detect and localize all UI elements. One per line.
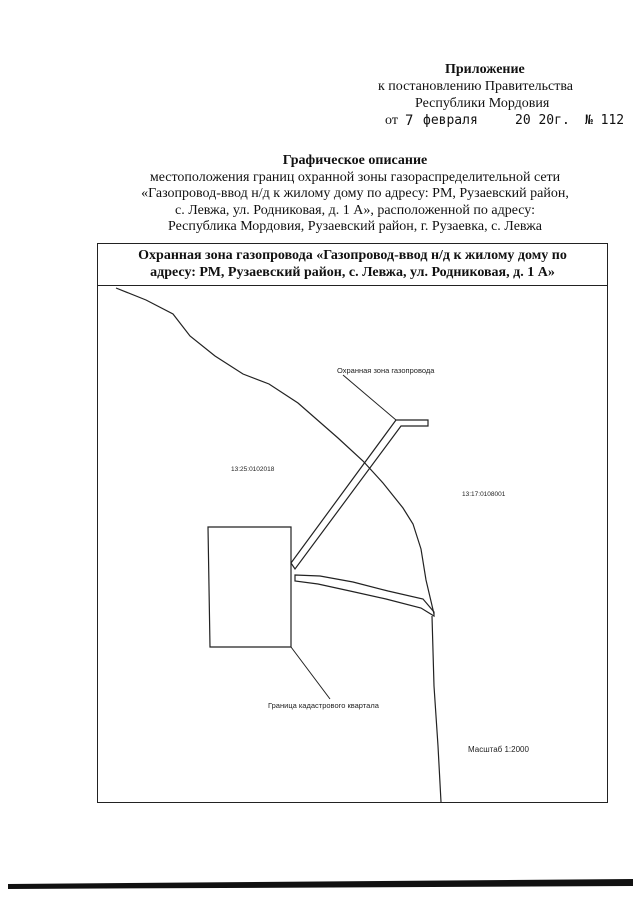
cadastral-boundary-line xyxy=(116,288,434,614)
label-scale: Масштаб 1:2000 xyxy=(468,745,529,754)
description-block xyxy=(100,153,610,236)
scan-edge-bar xyxy=(8,878,633,890)
description-line: местоположения границ охранной зоны газораспределительной сети xyxy=(149,169,561,185)
appendix-line-1: к постановлению Правительства xyxy=(378,79,574,94)
description-title: Графическое описание xyxy=(282,153,428,168)
appendix-number: № 112 xyxy=(585,113,625,128)
appendix-year: 20 20г. xyxy=(515,113,570,128)
description-line: Республика Мордовия, Рузаевский район, г. Рузаевка, с. Левжа xyxy=(167,219,543,234)
label-parcel-left: 13:25:0102018 xyxy=(231,466,275,473)
zone-leader-line xyxy=(343,375,396,420)
label-zone: Охранная зона газопровода xyxy=(337,366,435,375)
appendix-month: февраля xyxy=(423,113,478,128)
map-header-line: адресу: РМ, Рузаевский район, с. Левжа, ул. Родниковая, д. 1 А» xyxy=(150,265,555,280)
label-parcel-right: 13:17:0108001 xyxy=(462,491,506,498)
cadastral-boundary-line-lower xyxy=(432,616,441,802)
map-header-line: Охранная зона газопровода «Газопровод-ввод н/д к жилому дому по xyxy=(138,248,567,263)
boundary-leader-line xyxy=(291,647,330,699)
appendix-line-2: Республики Мордовия xyxy=(415,96,550,111)
land-plot xyxy=(208,527,291,647)
map-drawing xyxy=(98,286,607,802)
description-line: с. Левжа, ул. Родниковая, д. 1 А», расположенной по адресу: xyxy=(174,202,535,218)
protection-zone-horizontal xyxy=(295,575,434,616)
label-boundary: Граница кадастрового квартала xyxy=(268,701,379,710)
appendix-day: 7 xyxy=(405,113,414,129)
appendix-from: от xyxy=(385,113,398,128)
protection-zone-diagonal xyxy=(291,420,428,569)
appendix-block xyxy=(360,62,630,130)
map-header xyxy=(98,244,607,286)
map-frame xyxy=(97,243,608,803)
appendix-title: Приложение xyxy=(445,62,525,77)
description-line: «Газопровод-ввод н/д к жилому дому по адресу: РМ, Рузаевский район, xyxy=(141,186,569,201)
